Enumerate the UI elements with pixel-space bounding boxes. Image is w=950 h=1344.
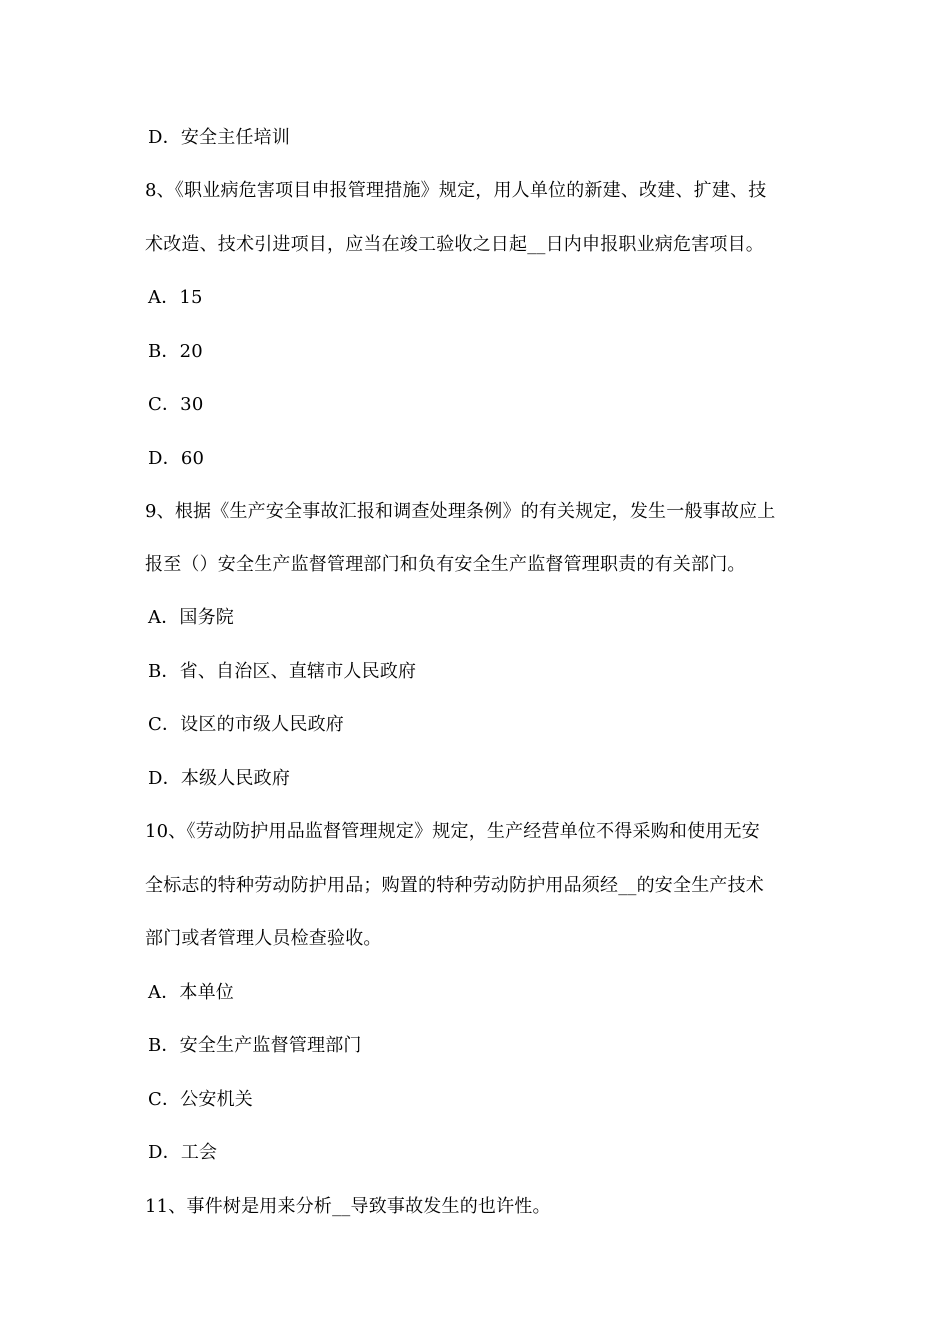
- option-d-q10: D．工会: [148, 1142, 218, 1163]
- question-11-line-1: 11、事件树是用来分析__导致事故发生的也许性。: [145, 1196, 551, 1217]
- question-8-line-2: 术改造、技术引进项目，应当在竣工验收之日起__日内申报职业病危害项目。: [145, 234, 764, 255]
- option-a-q10: A．本单位: [148, 982, 234, 1003]
- option-b-q9: B．省、自治区、直辖市人民政府: [148, 661, 417, 682]
- question-10-line-3: 部门或者管理人员检查验收。: [145, 928, 382, 949]
- question-10-line-1: 10、《劳动防护用品监督管理规定》规定，生产经营单位不得采购和使用无安: [145, 821, 760, 842]
- question-9-line-1: 9、根据《生产安全事故汇报和调查处理条例》的有关规定，发生一般事故应上: [145, 501, 776, 522]
- option-a-q9: A．国务院: [148, 607, 234, 628]
- question-10-line-2: 全标志的特种劳动防护用品；购置的特种劳动防护用品须经__的安全生产技术: [145, 875, 764, 896]
- option-a-q8: A．15: [148, 287, 203, 308]
- option-c-q9: C．设区的市级人民政府: [148, 714, 344, 735]
- question-8-line-1: 8、《职业病危害项目申报管理措施》规定，用人单位的新建、改建、扩建、技: [145, 180, 767, 201]
- option-d-q9: D．本级人民政府: [148, 768, 291, 789]
- option-d-q8: D．60: [148, 448, 205, 469]
- option-b-q10: B．安全生产监督管理部门: [148, 1035, 362, 1056]
- option-d-q7: D．安全主任培训: [148, 127, 291, 148]
- option-c-q10: C．公安机关: [148, 1089, 253, 1110]
- option-b-q8: B．20: [148, 341, 203, 362]
- question-9-line-2: 报至（）安全生产监督管理部门和负有安全生产监督管理职责的有关部门。: [145, 554, 746, 575]
- option-c-q8: C．30: [148, 394, 204, 415]
